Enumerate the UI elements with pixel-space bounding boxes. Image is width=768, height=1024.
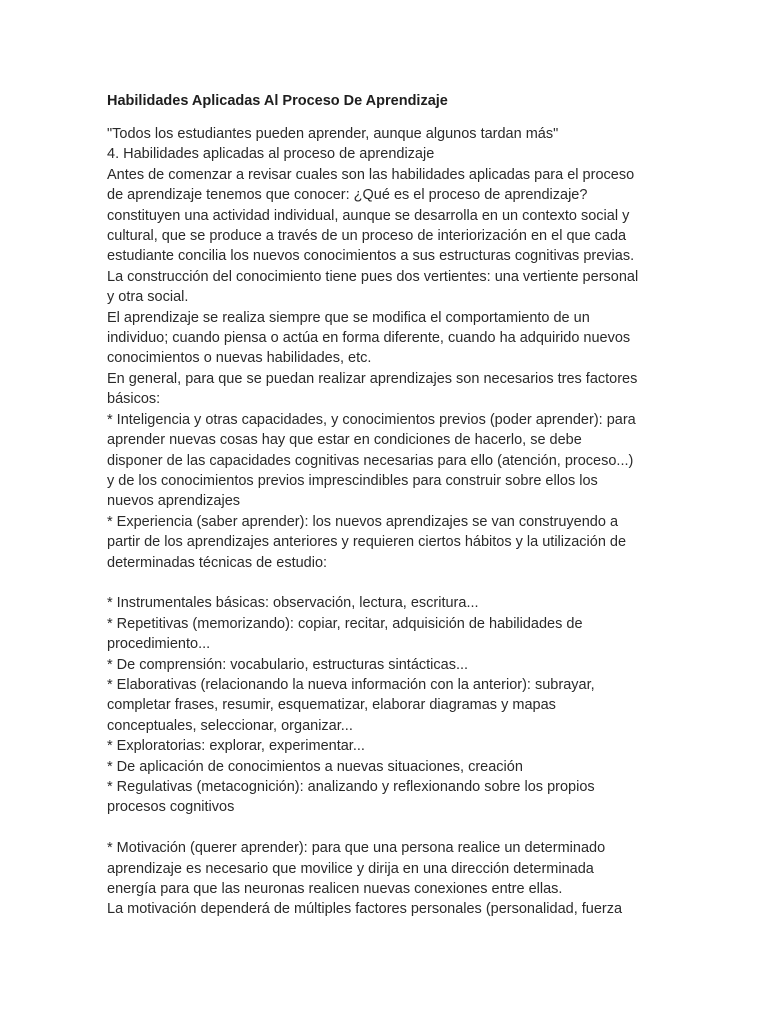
body-text-line: conceptuales, seleccionar, organizar... (107, 717, 353, 734)
blank-line (107, 573, 667, 593)
body-text-line: La construcción del conocimiento tiene pues dos vertientes: una vertiente personal (107, 268, 639, 285)
body-text-line: * Exploratorias: explorar, experimentar... (107, 738, 365, 755)
document-body (107, 124, 667, 920)
blank-line (107, 818, 667, 838)
body-text-line: La motivación dependerá de múltiples factores personales (personalidad, fuerza (107, 901, 623, 918)
body-text-line: * Repetitivas (memorizando): copiar, recitar, adquisición de habilidades de (107, 615, 583, 632)
body-text-line: constituyen una actividad individual, aunque se desarrolla en un contexto social y (107, 207, 630, 224)
body-text-line: * Instrumentales básicas: observación, lectura, escritura... (107, 595, 479, 612)
body-text-line: básicos: (107, 391, 161, 408)
body-text-line: "Todos los estudiantes pueden aprender, aunque algunos tardan más" (107, 126, 559, 142)
body-text-line: de aprendizaje tenemos que conocer: ¿Qué es el proceso de aprendizaje? (107, 187, 588, 204)
body-text-line: * De comprensión: vocabulario, estructuras sintácticas... (107, 656, 469, 673)
body-text-line: completar frases, resumir, esquematizar, elaborar diagramas y mapas (107, 697, 556, 714)
body-text-line: procesos cognitivos (107, 799, 235, 816)
body-text-line: procedimiento... (107, 636, 211, 653)
document-title: Habilidades Aplicadas Al Proceso De Aprendizaje (107, 93, 448, 109)
body-text-line: conocimientos o nuevas habilidades, etc. (107, 350, 372, 367)
body-text-line: y de los conocimientos previos imprescindibles para construir sobre ellos los (107, 472, 598, 489)
body-text-line: * Motivación (querer aprender): para que una persona realice un determinado (107, 840, 606, 857)
body-text-line: * Elaborativas (relacionando la nueva información con la anterior): subrayar, (107, 676, 595, 693)
body-text-line: nuevos aprendizajes (107, 493, 241, 510)
body-text-line: aprender nuevas cosas hay que estar en condiciones de hacerlo, se debe (107, 432, 582, 449)
body-text-line: En general, para que se puedan realizar aprendizajes son necesarios tres factores (107, 370, 638, 387)
body-text-line: * Experiencia (saber aprender): los nuevos aprendizajes se van construyendo a (107, 513, 619, 530)
body-text-line: determinadas técnicas de estudio: (107, 554, 328, 571)
body-text-line: * De aplicación de conocimientos a nuevas situaciones, creación (107, 758, 523, 775)
body-text-line: aprendizaje es necesario que movilice y dirija en una dirección determinada (107, 860, 594, 877)
body-text-line: y otra social. (107, 289, 189, 306)
body-text-line: * Regulativas (metacognición): analizando y reflexionando sobre los propios (107, 779, 595, 795)
body-text-line: * Inteligencia y otras capacidades, y conocimientos previos (poder aprender): para (107, 411, 636, 428)
body-text-line: El aprendizaje se realiza siempre que se modifica el comportamiento de un (107, 309, 590, 326)
body-text-line: cultural, que se produce a través de un proceso de interiorización en el que cada (107, 228, 627, 245)
body-text-line: estudiante concilia los nuevos conocimientos a sus estructuras cognitivas previas. (107, 248, 635, 265)
body-text-line: disponer de las capacidades cognitivas necesarias para ello (atención, proceso...) (107, 452, 634, 469)
body-text-line: Antes de comenzar a revisar cuales son las habilidades aplicadas para el proceso (107, 166, 635, 183)
body-text-line: partir de los aprendizajes anteriores y requieren ciertos hábitos y la utilización de (107, 534, 627, 551)
body-text-line: energía para que las neuronas realicen nuevas conexiones entre ellas. (107, 881, 563, 898)
body-text-line: 4. Habilidades aplicadas al proceso de aprendizaje (107, 146, 435, 163)
body-text-line: individuo; cuando piensa o actúa en forma diferente, cuando ha adquirido nuevos (107, 330, 631, 347)
